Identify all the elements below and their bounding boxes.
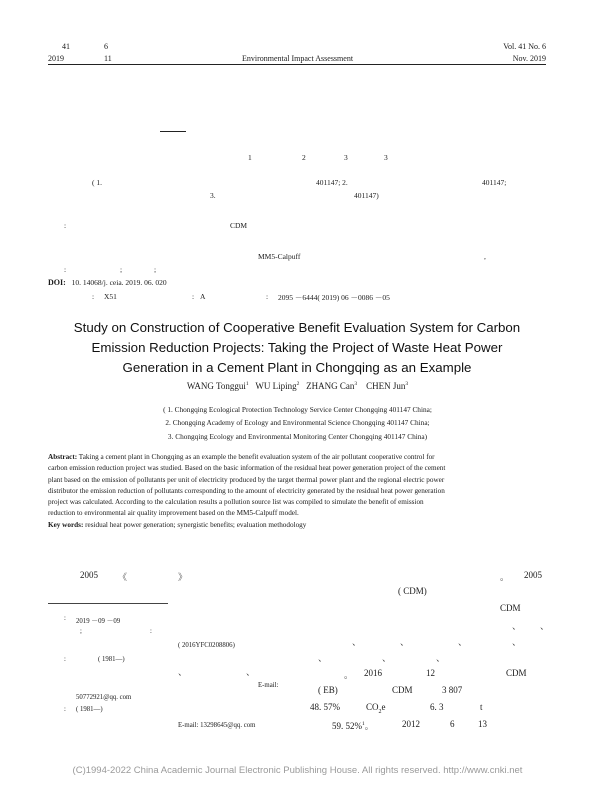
- body-unit-t: t: [480, 702, 483, 712]
- doc-code: A: [200, 292, 206, 301]
- affiliation-en-1: ( 1. Chongqing Ecological Protection Technology Service Center Chongqing 401147 China;: [163, 405, 432, 414]
- body-period-2: 。: [344, 670, 354, 680]
- doi-value: 10. 14068/j. ceia. 2019. 06. 020: [71, 278, 167, 287]
- body-count: 3 807: [442, 685, 463, 695]
- abstract-line-3: plant based on the emission of pollutants per unit of electricity produced by the target thermal power plant and the regional electric power: [48, 475, 445, 484]
- body-cdm-1: CDM: [500, 603, 521, 613]
- cn-abstract-model: MM5-Calpuff: [258, 252, 301, 261]
- copyright-footer: (C)1994-2022 China Academic Journal Electronic Publishing House. All rights reserved. http://www.cnki.net: [72, 765, 523, 776]
- cn-abstract-cdm: CDM: [230, 221, 248, 230]
- authors-en: [0, 381, 595, 391]
- cn-keywords-sep-1: ;: [120, 265, 123, 274]
- fn-author-1-colon: :: [64, 656, 66, 663]
- keywords-label: Key words:: [48, 520, 84, 529]
- abstract-line-1: Taking a cement plant in Chongqing as an example the benefit evaluation system of the air pollutant cooperative control for: [77, 453, 435, 461]
- body-month: 12: [426, 668, 435, 678]
- keywords-text: residual heat power generation; synergistic benefits; evaluation methodology: [83, 520, 307, 529]
- author-1-sup: 1: [245, 381, 249, 387]
- author-1: WANG Tonggui: [186, 381, 246, 391]
- body-year-4: 2012: [402, 719, 420, 729]
- body-comma-i: 、: [436, 653, 446, 663]
- body-comma-k: 、: [246, 667, 256, 677]
- doi-label: DOI:: [48, 278, 66, 287]
- body-co2e: $CO_2e$: [366, 702, 386, 715]
- title-en-line-1: Study on Construction of Cooperative Benefit Evaluation System for Carbon: [73, 320, 521, 335]
- cn-aff-zip-2: 401147;: [482, 178, 507, 187]
- fn-fund-sep-1: ;: [80, 628, 82, 635]
- body-cdm-paren: ( CDM): [398, 586, 427, 596]
- clc-number: X51: [104, 292, 117, 301]
- title-en-line-2: Emission Reduction Projects: Taking the Project of Waste Heat Power: [91, 340, 503, 355]
- body-comma-f: 、: [512, 637, 522, 647]
- author-2-sup: 2: [296, 381, 300, 387]
- cn-aff-open: ( 1.: [92, 178, 102, 187]
- fn-author-2-birth: ( 1981—): [76, 706, 103, 713]
- author-3: ZHANG Can: [306, 381, 355, 391]
- fn-received-date: 2019 －09 －09: [76, 618, 121, 625]
- body-year-1: 2005: [80, 570, 98, 580]
- body-cdm-3: CDM: [392, 685, 413, 695]
- abstract-line-2: carbon emission reduction project was studied. Based on the basic information of the residual heat power generation project of the cement: [48, 464, 446, 473]
- author-4: CHEN Jun: [366, 381, 406, 391]
- body-bracket-close: 》: [178, 572, 188, 582]
- body-comma-g: 、: [318, 653, 328, 663]
- cn-keywords-colon: :: [64, 265, 67, 274]
- author-2: WU Liping: [255, 381, 297, 391]
- fn-author-2-colon: :: [64, 706, 66, 713]
- doi-line: [48, 278, 167, 287]
- fn-email-1: 50772921@qq. com: [76, 694, 132, 701]
- header-volume-en: Vol. 41 No. 6: [503, 42, 546, 51]
- fn-author-1-birth: ( 1981—): [98, 656, 125, 663]
- header-rule: [48, 64, 546, 65]
- abstract-line-6: reduction to environmental air quality improvement based on the MM5-Calpuff model.: [48, 509, 299, 518]
- article-id: 2095 －6444( 2019) 06 －0086 －05: [278, 293, 390, 302]
- header-year-cn: 2019: [48, 54, 64, 63]
- body-comma-d: 、: [400, 637, 410, 647]
- cn-abstract-comma: ,: [484, 252, 486, 261]
- body-comma-j: 、: [178, 667, 188, 677]
- body-comma-c: 、: [352, 637, 362, 647]
- header-number-cn: 6: [104, 42, 108, 51]
- body-comma-e: 、: [458, 637, 468, 647]
- fn-email-2: E-mail: 13298645@qq. com: [178, 722, 256, 729]
- body-comma-a: 、: [512, 621, 522, 631]
- affiliation-en-2: 2. Chongqing Academy of Ecology and Environmental Science Chongqing 401147 China;: [165, 418, 430, 427]
- fn-received-colon: :: [64, 615, 66, 622]
- cn-aff-3: 3.: [210, 191, 216, 200]
- header-month-cn: 11: [104, 54, 112, 63]
- cn-author-sup-1: 1: [248, 153, 252, 162]
- cn-author-sup-3: 3: [344, 153, 348, 162]
- cn-author-sup-2: 2: [302, 153, 306, 162]
- cn-aff-zip-3: 401147): [354, 191, 379, 200]
- header-date-en: Nov. 2019: [512, 54, 546, 63]
- abstract-line-5: project was calculated. According to the calculation results a pollution source list was compiled to simulate the benefit of emission: [48, 498, 424, 507]
- title-en-line-3: Generation in a Cement Plant in Chongqing as an Example: [122, 360, 472, 375]
- body-year-3: 2016: [364, 668, 382, 678]
- body-cdm-2: CDM: [506, 668, 527, 678]
- body-pct-1: 48. 57%: [310, 702, 340, 712]
- body-num-1: 6. 3: [430, 702, 444, 712]
- title-en: [48, 318, 546, 378]
- author-3-sup: 3: [354, 381, 358, 387]
- header-volume-cn: 41: [62, 42, 70, 51]
- cn-author-sup-4: 3: [384, 153, 388, 162]
- fn-email-1-label: E-mail:: [258, 682, 279, 689]
- body-eb: ( EB): [318, 685, 338, 695]
- header-journal-en: Environmental Impact Assessment: [241, 54, 354, 63]
- abstract-line-4: distributor the emission reduction of pollutants corresponding to the amount of electricity generated by the residual heat power generation: [48, 486, 445, 495]
- cn-abstract-colon: :: [64, 221, 67, 230]
- affiliation-en-3: 3. Chongqing Ecology and Environmental Monitoring Center Chongqing 401147 China): [167, 432, 428, 441]
- abstract-en: [48, 452, 548, 531]
- clc-colon: :: [92, 292, 95, 301]
- footnote-rule: [48, 603, 168, 604]
- body-period-1: 。: [500, 572, 510, 582]
- cn-aff-zip-1: 401147; 2.: [316, 178, 348, 187]
- author-4-sup: 3: [405, 381, 409, 387]
- body-comma-h: 、: [382, 653, 392, 663]
- article-id-colon: :: [266, 292, 269, 301]
- body-year-2: 2005: [524, 570, 542, 580]
- abstract-label: Abstract:: [48, 453, 78, 461]
- fn-fund-sep-2: :: [150, 628, 152, 635]
- body-pct-2: 59. 52%$^1$。: [332, 721, 374, 731]
- fn-fund-number: ( 2016YFC0208806): [178, 642, 235, 649]
- title-underline: [160, 131, 186, 132]
- body-num-6: 6: [450, 719, 455, 729]
- doc-code-colon: :: [192, 292, 195, 301]
- cn-keywords-sep-2: ;: [154, 265, 157, 274]
- body-num-13: 13: [478, 719, 487, 729]
- body-bracket-open: 《: [118, 572, 128, 582]
- body-comma-b: 、: [540, 621, 550, 631]
